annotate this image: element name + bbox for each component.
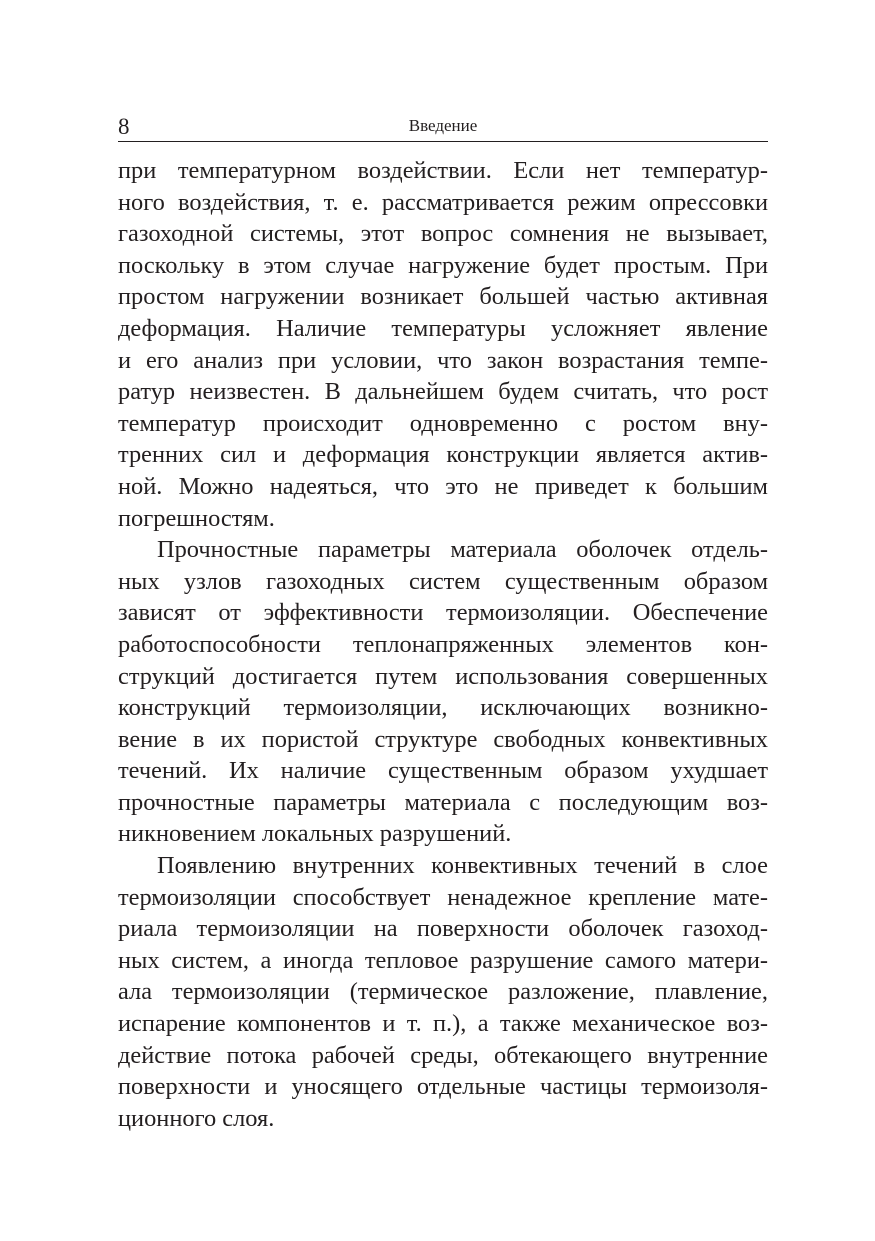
page-header bbox=[118, 112, 768, 142]
paragraph bbox=[118, 534, 768, 850]
text-line: ратур неизвестен. В дальнейшем будем считать, что рост bbox=[118, 378, 768, 406]
text-line: Появлению внутренних конвективных течений в слое bbox=[157, 852, 768, 880]
text-line: вение в их пористой структуре свободных конвективных bbox=[118, 725, 768, 753]
text-line: простом нагружении возникает большей частью активная bbox=[118, 283, 768, 311]
text-line: погрешностям. bbox=[118, 504, 275, 532]
text-line: прочностные параметры материала с последующим воз- bbox=[118, 788, 768, 816]
text-line: струкций достигается путем использования совершенных bbox=[118, 662, 768, 690]
text-line: и его анализ при условии, что закон возрастания темпе- bbox=[118, 346, 768, 374]
text-line: при температурном воздействии. Если нет температур- bbox=[118, 157, 768, 184]
text-line: газоходной системы, этот вопрос сомнения не вызывает, bbox=[118, 220, 768, 248]
text-line: испарение компонентов и т. п.), а также механическое воз- bbox=[118, 1010, 768, 1038]
text-line: никновением локальных разрушений. bbox=[118, 820, 512, 848]
text-line: действие потока рабочей среды, обтекающего внутренние bbox=[118, 1041, 768, 1069]
text-line: деформация. Наличие температуры усложняет явление bbox=[118, 314, 768, 342]
text-line: ных узлов газоходных систем существенным образом bbox=[118, 567, 768, 595]
text-line: ного воздействия, т. е. рассматривается режим опрессовки bbox=[118, 188, 768, 216]
text-line: ных систем, а иногда тепловое разрушение самого матери- bbox=[118, 946, 768, 974]
body-text bbox=[118, 155, 768, 1134]
text-line: температур происходит одновременно с ростом вну- bbox=[118, 409, 768, 437]
paragraph bbox=[118, 155, 768, 534]
running-head: Введение bbox=[408, 116, 478, 135]
text-line: термоизоляции способствует ненадежное крепление мате- bbox=[118, 883, 768, 911]
text-line: течений. Их наличие существенным образом ухудшает bbox=[118, 757, 768, 785]
paragraph bbox=[118, 850, 768, 1134]
text-line: поверхности и уносящего отдельные частицы термоизоля- bbox=[118, 1073, 768, 1101]
text-line: зависят от эффективности термоизоляции. Обеспечение bbox=[118, 599, 768, 627]
text-line: тренних сил и деформация конструкции является актив- bbox=[118, 441, 768, 469]
page-number: 8 bbox=[118, 114, 130, 139]
text-line: Прочностные параметры материала оболочек отдель- bbox=[157, 536, 768, 564]
text-line: ной. Можно надеяться, что это не приведет к большим bbox=[118, 472, 768, 500]
text-line: риала термоизоляции на поверхности оболочек газоход- bbox=[118, 915, 768, 943]
text-line: ционного слоя. bbox=[118, 1104, 275, 1132]
text-line: ала термоизоляции (термическое разложение, плавление, bbox=[118, 978, 768, 1006]
text-line: работоспособности теплонапряженных элементов кон- bbox=[118, 630, 768, 658]
text-line: конструкций термоизоляции, исключающих возникно- bbox=[118, 694, 768, 722]
text-line: поскольку в этом случае нагружение будет простым. При bbox=[118, 251, 768, 279]
